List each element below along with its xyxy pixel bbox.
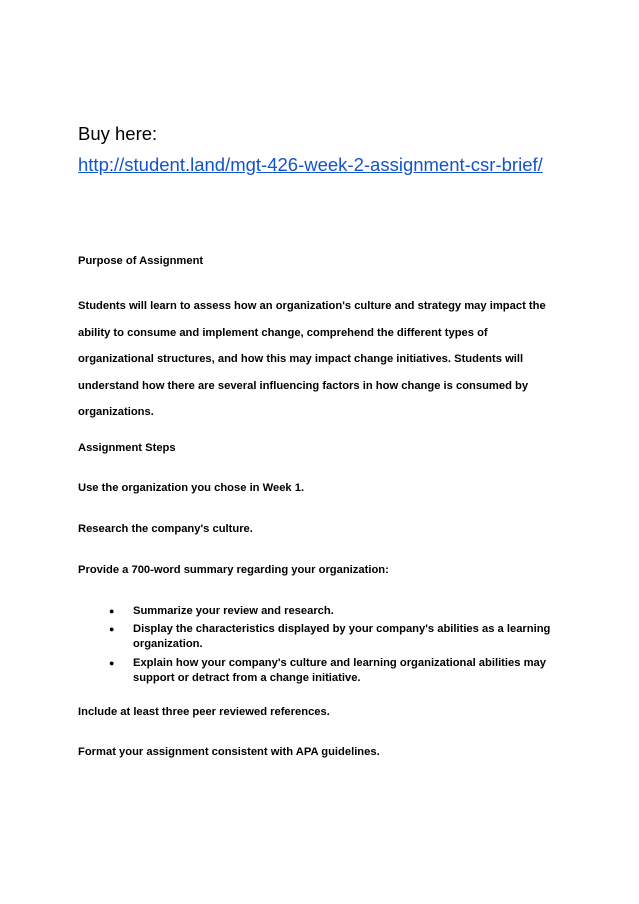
list-item	[78, 622, 558, 652]
step-provide-summary: Provide a 700-word summary regarding your organization:	[78, 564, 389, 576]
list-item	[78, 604, 558, 619]
steps-heading: Assignment Steps	[78, 442, 176, 454]
format-requirement: Format your assignment consistent with APA guidelines.	[78, 746, 380, 758]
purchase-link[interactable]: http://student.land/mgt-426-week-2-assignment-csr-brief/	[78, 154, 543, 175]
bullet-dot-icon: ●	[109, 624, 115, 635]
references-requirement: Include at least three peer reviewed references.	[78, 706, 330, 718]
purpose-heading: Purpose of Assignment	[78, 255, 204, 267]
bullet-dot-icon: ●	[109, 657, 115, 668]
purpose-paragraph: Students will learn to assess how an organization's culture and strategy may impact the ability to consume and implement change, comprehend the different types of organizational structures, and how this may impact change initiatives. Students will understand how there are several influencing factors in how change is consumed by organizations.	[78, 300, 546, 419]
list-item	[78, 656, 558, 686]
step-research-culture: Research the company's culture.	[78, 523, 253, 535]
buy-here-label: Buy here:	[78, 123, 158, 144]
summary-bullet-list	[78, 604, 558, 689]
bullet-text: Explain how your company's culture and learning organizational abilities may support or detract from a change initiative.	[133, 656, 546, 684]
bullet-dot-icon: ●	[109, 606, 115, 616]
bullet-text: Display the characteristics displayed by your company's abilities as a learning organization.	[133, 623, 551, 651]
step-use-organization: Use the organization you chose in Week 1.	[78, 482, 305, 494]
bullet-text: Summarize your review and research.	[133, 605, 334, 617]
